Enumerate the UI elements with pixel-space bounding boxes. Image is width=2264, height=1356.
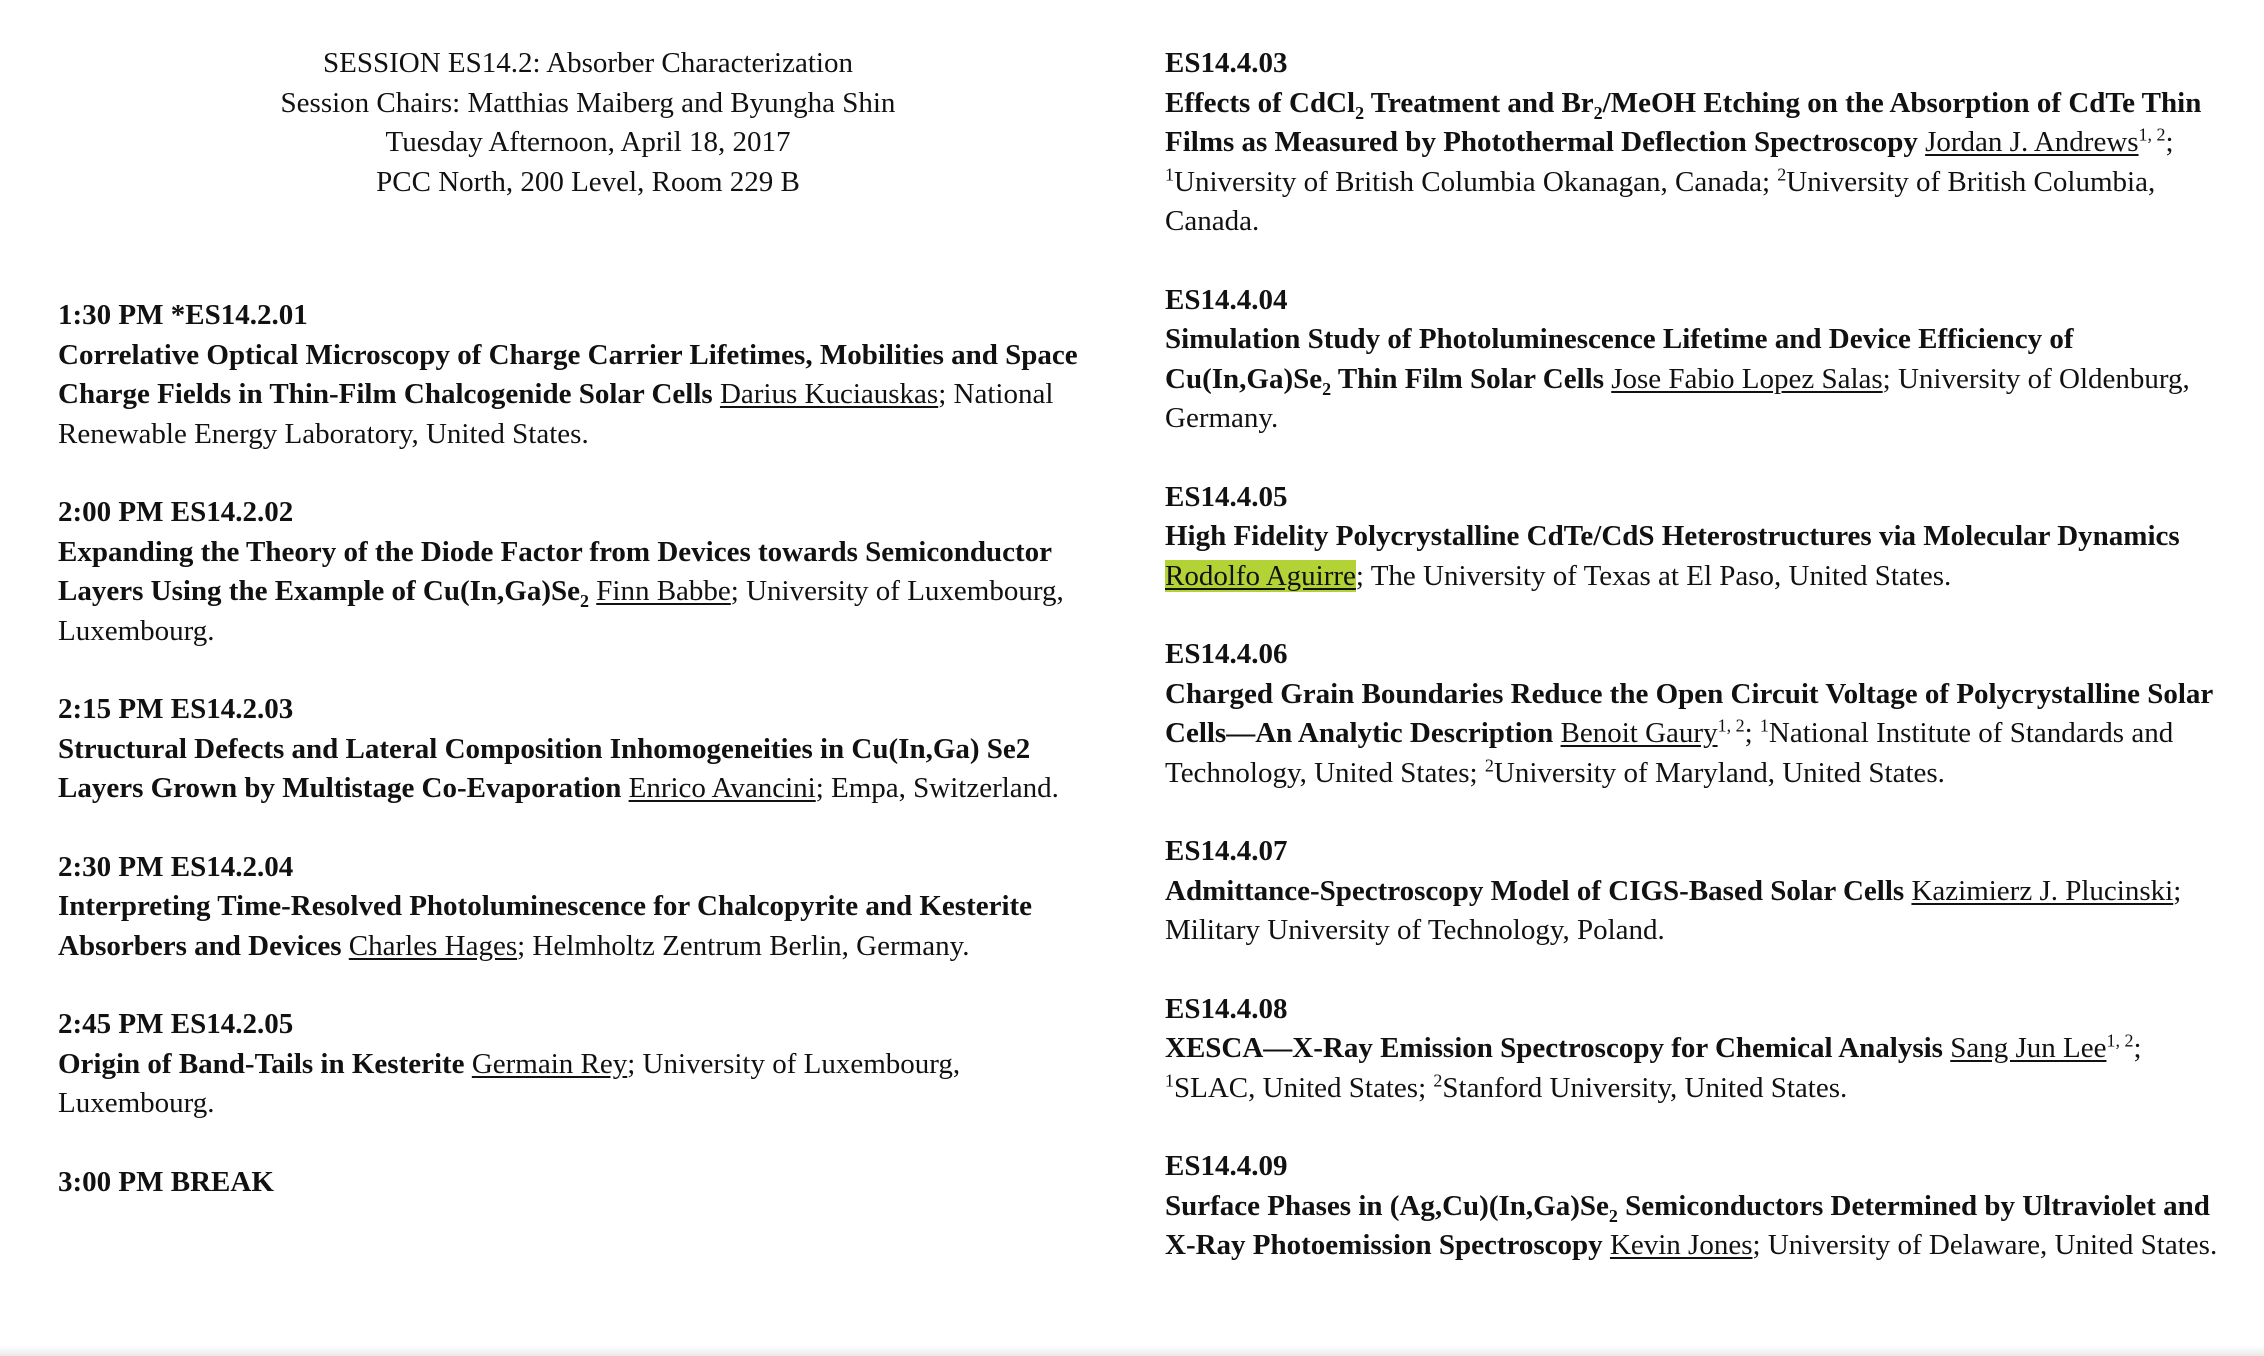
entry-code: ES14.4.09 <box>1165 1150 1288 1182</box>
entry-affiliation: ; Helmholtz Zentrum Berlin, Germany. <box>517 929 970 962</box>
author-link[interactable]: Enrico Avancini <box>628 772 816 804</box>
entry-code: ES14.4.07 <box>1165 835 1288 867</box>
session-chairs: Session Chairs: Matthias Maiberg and Byungha Shin <box>280 86 896 119</box>
entry-code: ES14.4.06 <box>1165 638 1288 670</box>
entry-affiliation: Stanford University, United States. <box>1442 1071 1848 1104</box>
entry-code: 2:45 PM ES14.2.05 <box>58 1008 294 1040</box>
abstract-entry-es14-2-03 <box>58 690 1118 809</box>
author-link[interactable]: Kevin Jones <box>1609 1229 1753 1261</box>
entry-affiliation: ; University of Oldenburg, Germany. <box>1165 362 2190 434</box>
entry-title-text: Semiconductors Determined by Ultraviolet and X-Ray Photoemission Spectroscopy <box>1165 1189 2210 1261</box>
entry-body <box>1165 1187 2225 1266</box>
page-bottom-edge <box>0 1346 2264 1356</box>
abstract-entry-es14-4-08 <box>1165 990 2225 1109</box>
author-link[interactable]: Germain Rey <box>471 1047 628 1080</box>
entry-title: Admittance-Spectroscopy Model of CIGS-Based Solar Cells <box>1165 874 1905 907</box>
entry-title: Structural Defects and Lateral Composition Inhomogeneities in Cu(In,Ga) Se2 Layers Grown by Multistage Co-Evaporation <box>58 732 1031 804</box>
entry-code: ES14.4.03 <box>1165 47 1288 79</box>
author-superscript: 1, 2 <box>2106 1030 2134 1051</box>
entry-body <box>1165 320 2225 439</box>
entry-affiliation: University of Maryland, United States. <box>1493 756 1945 789</box>
author-link[interactable]: Sang Jun Lee <box>1950 1032 2107 1064</box>
entry-body <box>58 730 1118 809</box>
entry-affiliation: ; University of Luxembourg, Luxembourg. <box>58 1047 961 1119</box>
entry-title-text: Expanding the Theory of the Diode Factor from Devices towards Semiconductor Layers Using the Example of Cu(In,Ga)Se <box>58 535 1052 607</box>
session-date: Tuesday Afternoon, April 18, 2017 <box>385 126 791 158</box>
entry-title-text: /MeOH Etching on the Absorption of CdTe Thin Films as Measured by Photothermal Deflection Spectroscopy <box>1165 86 2202 158</box>
entry-title-text: Surface Phases in (Ag,Cu)(In,Ga)Se <box>1165 1189 1609 1222</box>
author-link[interactable]: Benoit Gaury <box>1560 717 1718 749</box>
abstract-entry-es14-2-02 <box>58 493 1118 651</box>
session-location: PCC North, 200 Level, Room 229 B <box>376 165 800 198</box>
entry-affiliation: SLAC, United States; <box>1174 1071 1434 1104</box>
affiliation-superscript: 2 <box>1433 1069 1443 1090</box>
affiliation-superscript: 2 <box>1777 163 1787 184</box>
entry-body <box>58 1045 1118 1124</box>
abstract-entry-es14-4-07 <box>1165 832 2225 951</box>
abstract-entry-es14-4-09 <box>1165 1147 2225 1266</box>
abstract-entry-es14-2-05 <box>58 1005 1118 1124</box>
entry-title-text: Thin Film Solar Cells <box>1331 362 1604 395</box>
entry-code: 2:00 PM ES14.2.02 <box>58 496 294 528</box>
entry-body: XESCA—X-Ray Emission Spectroscopy for Chemical Analysis Sang Jun Lee$^{1, 2}$; $^1$SLAC, United States; $^2$Stanford University, United States. <box>1165 1030 2142 1104</box>
affiliation-superscript: 2 <box>1484 754 1494 775</box>
entry-affiliation: University of British Columbia, Canada. <box>1165 165 2156 237</box>
subscript: 2 <box>1608 1205 1618 1226</box>
entry-title-text: Treatment and Br <box>1364 86 1594 119</box>
abstract-entry-es14-4-03 <box>1165 44 2225 242</box>
subscript: 2 <box>580 590 590 611</box>
abstract-entry-es14-2-04 <box>58 848 1118 967</box>
abstract-entry-es14-4-06 <box>1165 635 2225 793</box>
entry-affiliation: National Institute of Standards and Technology, United States; <box>1165 717 2174 789</box>
author-superscript: 1, 2 <box>1717 715 1745 736</box>
entry-title: Interpreting Time-Resolved Photoluminescence for Chalcopyrite and Kesterite Absorbers and Devices <box>58 890 1033 962</box>
affiliation-superscript: 1 <box>1165 1069 1174 1090</box>
entry-affiliation: ; University of Delaware, United States. <box>1752 1229 2218 1261</box>
break-label: 3:00 PM BREAK <box>58 1165 274 1198</box>
entry-title: Correlative Optical Microscopy of Charge Carrier Lifetimes, Mobilities and Space Charge Fields in Thin-Film Chalcogenide Solar Cells <box>58 338 1078 410</box>
right-column <box>1165 44 2225 1305</box>
entry-code: 2:30 PM ES14.2.04 <box>58 850 294 883</box>
entry-affiliation: ; National Renewable Energy Laboratory, United States. <box>58 378 1054 450</box>
abstract-entry-es14-4-05 <box>1165 478 2225 597</box>
author-link[interactable]: Jose Fabio Lopez Salas <box>1611 362 1883 395</box>
entry-title: Charged Grain Boundaries Reduce the Open Circuit Voltage of Polycrystalline Solar Cells—An Analytic Description <box>1165 677 2213 749</box>
entry-body: Effects of CdCl$_2$ Treatment and $Br_2$/MeOH Etching on the Absorption of CdTe Thin Films as Measured by Photothermal Deflection Spectroscopy Jordan J. Andrews$^{1, 2}$; $^1$University of British Columbia Okanagan, Canada; $^2$University of British Columbia, Canada. <box>1165 86 2202 237</box>
entry-code: ES14.4.05 <box>1165 480 1288 513</box>
entry-code: ES14.4.04 <box>1165 283 1288 316</box>
subscript: 2 <box>1355 102 1365 123</box>
author-link[interactable]: Jordan J. Andrews <box>1925 126 2139 158</box>
entry-title: High Fidelity Polycrystalline CdTe/CdS Heterostructures via Molecular Dynamics <box>1165 520 2180 552</box>
affiliation-superscript: 1 <box>1165 163 1174 184</box>
author-superscript: 1, 2 <box>2138 124 2166 145</box>
entry-title: XESCA—X-Ray Emission Spectroscopy for Chemical Analysis <box>1165 1032 1943 1064</box>
entry-code: 2:15 PM ES14.2.03 <box>58 693 294 725</box>
affiliation-superscript: 1 <box>1759 715 1769 736</box>
entry-title-text: Simulation Study of Photoluminescence Lifetime and Device Efficiency of Cu(In,Ga)Se <box>1165 323 2074 395</box>
author-link[interactable]: Charles Hages <box>348 929 518 962</box>
entry-body: Charged Grain Boundaries Reduce the Open Circuit Voltage of Polycrystalline Solar Cells—An Analytic Description Benoit Gaury$^{1, 2}$; $^1$National Institute of Standards and Technology, United States; $^2$University of Maryland, United States. <box>1165 677 2213 789</box>
entry-body <box>1165 872 2225 951</box>
author-link-highlighted[interactable]: Rodolfo Aguirre <box>1165 559 1356 592</box>
author-link[interactable]: Darius Kuciauskas <box>719 378 939 410</box>
entry-affiliation: ; Empa, Switzerland. <box>815 772 1059 804</box>
entry-title-text: Effects of CdCl <box>1165 86 1356 119</box>
entry-affiliation: ; The University of Texas at El Paso, United States. <box>1355 559 1952 592</box>
left-column <box>58 44 1118 1202</box>
session-header <box>58 44 1118 202</box>
entry-body <box>58 336 1118 455</box>
entry-body <box>1165 517 2225 596</box>
entry-body <box>58 887 1118 966</box>
entry-body <box>58 533 1118 652</box>
author-link[interactable]: Kazimierz J. Plucinski <box>1911 874 2174 907</box>
subscript: 2 <box>1322 378 1332 399</box>
entry-affiliation: ; Military University of Technology, Poland. <box>1165 874 2182 946</box>
abstract-entry-es14-2-01 <box>58 296 1118 454</box>
entry-code: ES14.4.08 <box>1165 992 1288 1025</box>
entry-title: Origin of Band-Tails in Kesterite <box>58 1047 465 1080</box>
author-link[interactable]: Finn Babbe <box>596 575 731 607</box>
entry-affiliation: ; University of Luxembourg, Luxembourg. <box>58 575 1064 647</box>
abstract-entry-es14-4-04 <box>1165 281 2225 439</box>
session-title: SESSION ES14.2: Absorber Characterization <box>323 47 853 79</box>
entry-affiliation: University of British Columbia Okanagan, Canada; <box>1174 165 1778 198</box>
entry-code: 1:30 PM *ES14.2.01 <box>58 299 308 331</box>
subscript: 2 <box>1593 102 1603 123</box>
